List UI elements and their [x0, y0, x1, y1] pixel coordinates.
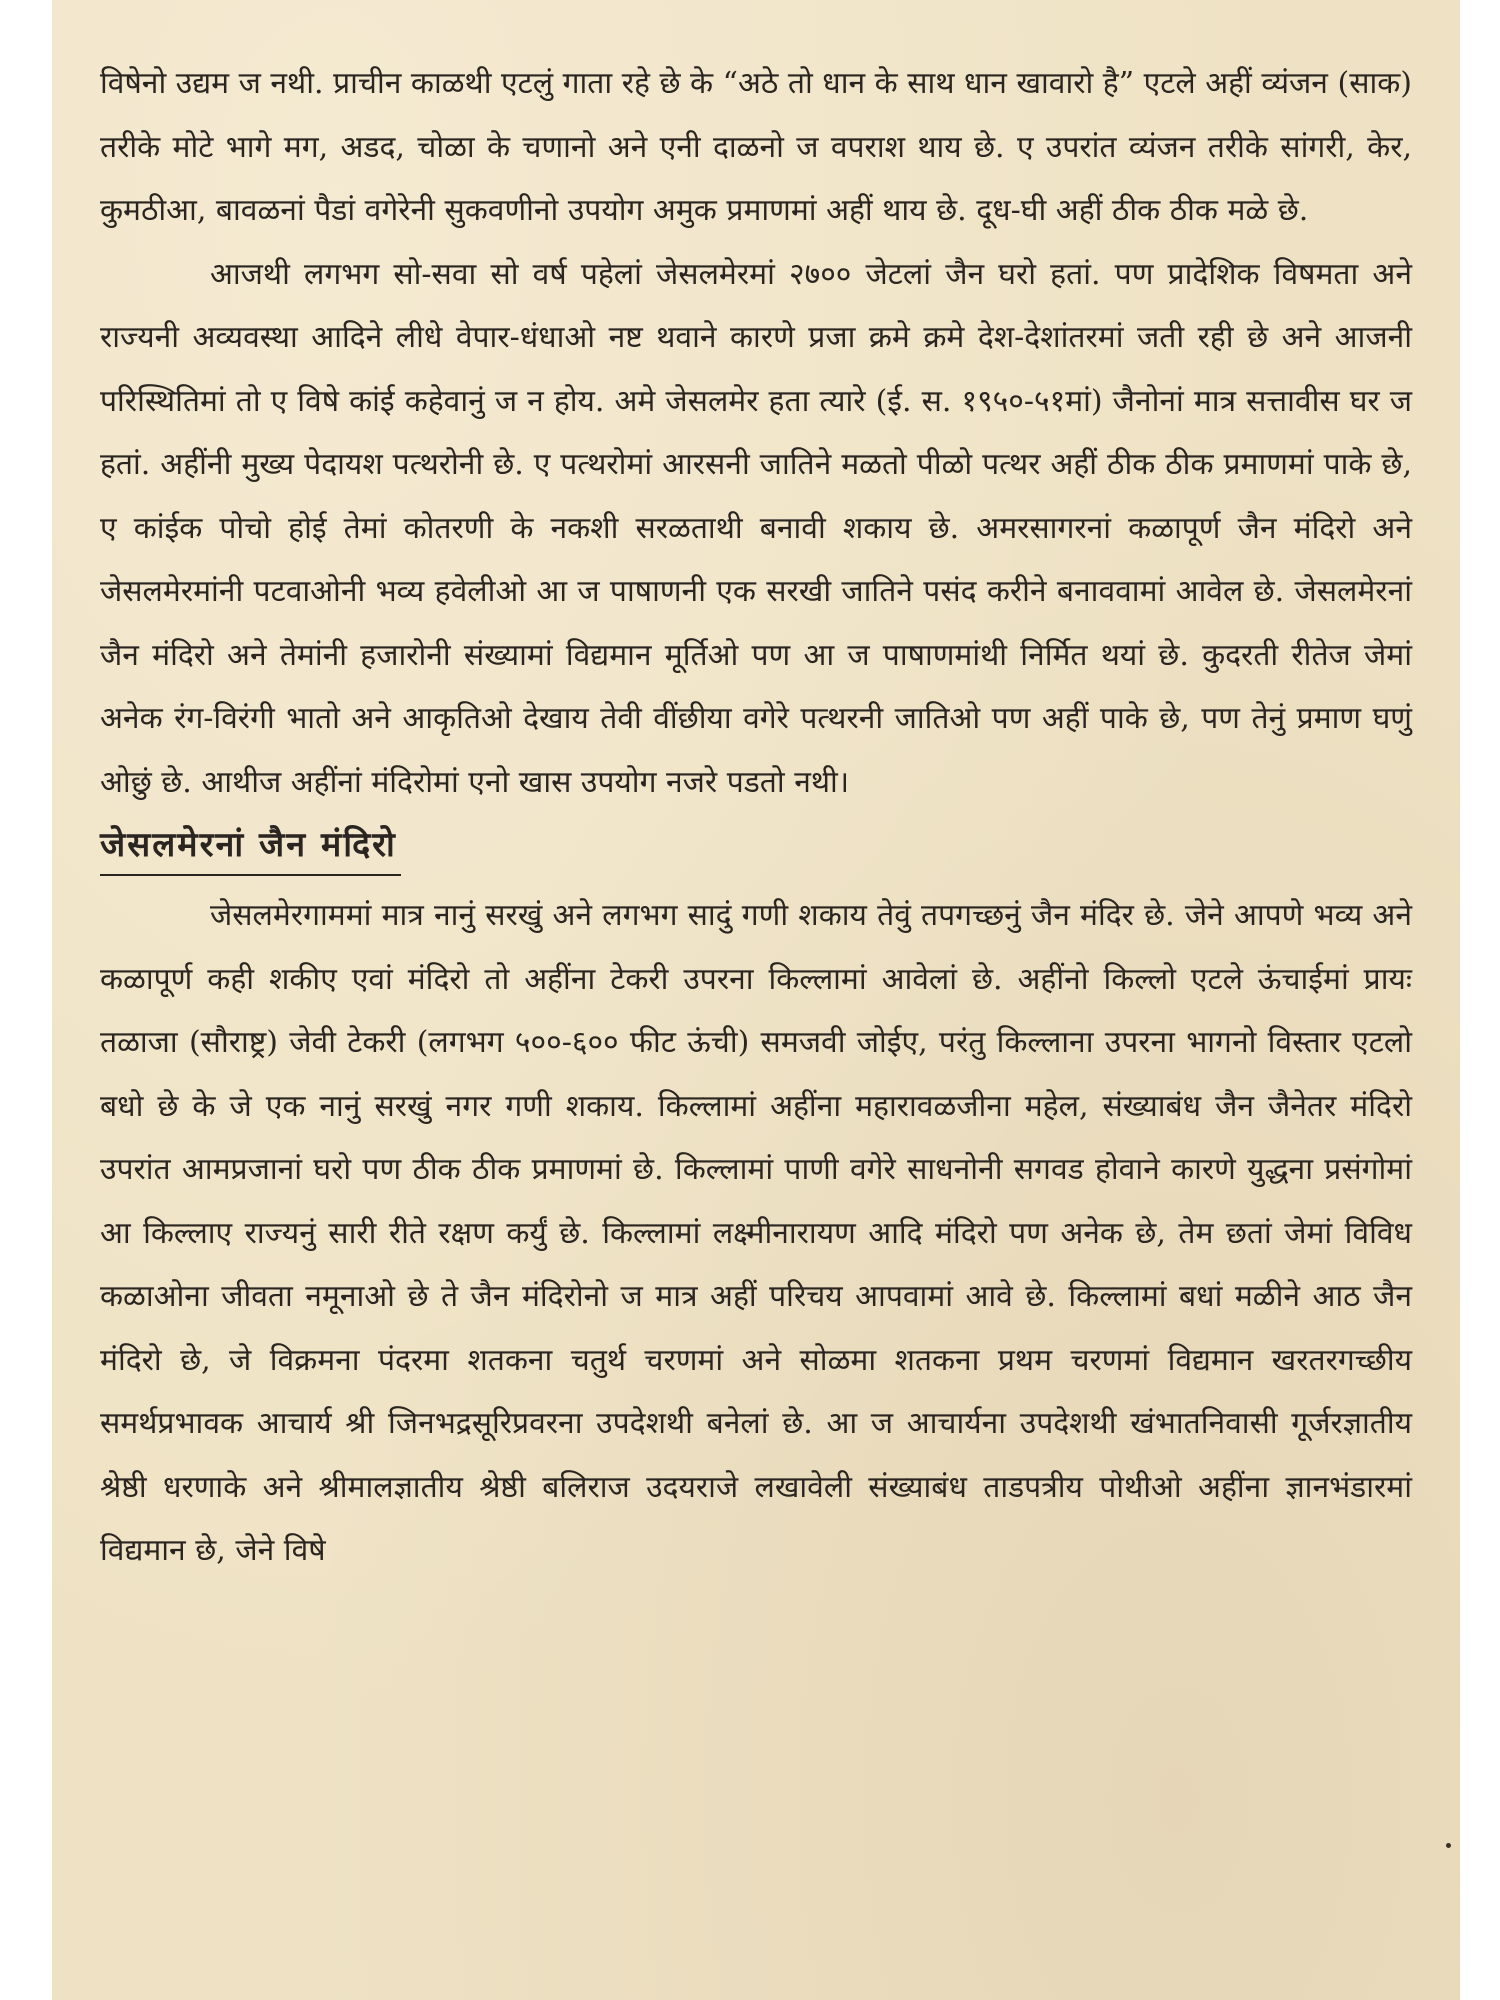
paragraph-jain-population: आजथी लगभग सो-सवा सो वर्ष पहेलां जेसलमेरमां २७०० जेटलां जैन घरो हतां. पण प्रादेशिक विषमता अने राज्यनी अव्यवस्था आदिने लीधे वेपार-धंधाओ नष्ट थवाने कारणे प्रजा क्रमे क्रमे देश-देशांतरमां जती रही छे अने आजनी परिस्थितिमां तो ए विषे कांई कहेवानुं ज न होय. अमे जेसलमेर हता त्यारे (ई. स. १९५०-५१मां) जैनोनां मात्र सत्तावीस घर ज हतां. अहींनी मुख्य पेदायश पत्थरोनी छे. ए पत्थरोमां आरसनी जातिने मळतो पीळो पत्थर अहीं ठीक ठीक प्रमाणमां पाके छे, ए कांईक पोचो होई तेमां कोतरणी के नकशी सरळताथी बनावी शकाय छे. अमरसागरनां कळापूर्ण जैन मंदिरो अने जेसलमेरमांनी पटवाओनी भव्य हवेलीओ आ ज पाषाणनी एक सरखी जातिने पसंद करीने बनाववामां आवेल छे. जेसलमेरनां जैन मंदिरो अने तेमांनी हजारोनी संख्यामां विद्यमान मूर्तिओ पण आ ज पाषाणमांथी निर्मित थयां छे. कुदरती रीतेज जेमां अनेक रंग-विरंगी भातो अने आकृतिओ देखाय तेवी वींछीया वगेरे पत्थरनी जातिओ पण अहीं पाके छे, पण तेनुं प्रमाण घणुं ओछुं छे. आथीज अहींनां मंदिरोमां एनो खास उपयोग नजरे पडतो नथी।	[100, 256, 1412, 800]
section-heading: जेसलमेरनां जैन मंदिरो	[100, 816, 401, 876]
section-heading-wrapper	[100, 816, 1412, 878]
margin-speck	[1446, 1843, 1451, 1848]
paragraph-food: विषेनो उद्यम ज नथी. प्राचीन काळथी एटलुं गाता रहे छे के “अठे तो धान के साथ धान खावारो है” एटले अहीं व्यंजन (साक) तरीके मोटे भागे मग, अडद, चोळा के चणानो अने एनी दाळनो ज वपराश थाय छे. ए उपरांत व्यंजन तरीके सांगरी, केर, कुमठीआ, बावळनां पैडां वगेरेनी सुकवणीनो उपयोग अमुक प्रमाणमां अहीं थाय छे. दूध-घी अहीं ठीक ठीक मळे छे.	[100, 66, 1412, 228]
paragraph-temples: जेसलमेरगाममां मात्र नानुं सरखुं अने लगभग सादुं गणी शकाय तेवुं तपगच्छनुं जैन मंदिर छे. जेने आपणे भव्य अने कळापूर्ण कही शकीए एवां मंदिरो तो अहींना टेकरी उपरना किल्लामां आवेलां छे. अहींनो किल्लो एटले ऊंचाईमां प्रायः तळाजा (सौराष्ट्र) जेवी टेकरी (लगभग ५००-६०० फीट ऊंची) समजवी जोईए, परंतु किल्लाना उपरना भागनो विस्तार एटलो बधो छे के जे एक नानुं सरखुं नगर गणी शकाय. किल्लामां अहींना महारावळजीना महेल, संख्याबंध जैन जैनेतर मंदिरो उपरांत आमप्रजानां घरो पण ठीक ठीक प्रमाणमां छे. किल्लामां पाणी वगेरे साधनोनी सगवड होवाने कारणे युद्धना प्रसंगोमां आ किल्लाए राज्यनुं सारी रीते रक्षण कर्युं छे. किल्लामां लक्ष्मीनारायण आदि मंदिरो पण अनेक छे, तेम छतां जेमां विविध कळाओना जीवता नमूनाओ छे ते जैन मंदिरोनो ज मात्र अहीं परिचय आपवामां आवे छे. किल्लामां बधां मळीने आठ जैन मंदिरो छे, जे विक्रमना पंदरमा शतकना चतुर्थ चरणमां अने सोळमा शतकना प्रथम चरणमां विद्यमान खरतरगच्छीय समर्थप्रभावक आचार्य श्री जिनभद्रसूरिप्रवरना उपदेशथी बनेलां छे. आ ज आचार्यना उपदेशथी खंभातनिवासी गूर्जरज्ञातीय श्रेष्ठी धरणाके अने श्रीमालज्ञातीय श्रेष्ठी बलिराज उदयराजे लखावेली संख्याबंध ताडपत्रीय पोथीओ अहींना ज्ञानभंडारमां विद्यमान छे, जेने विषे	[100, 898, 1412, 1568]
document-page	[52, 0, 1460, 2000]
